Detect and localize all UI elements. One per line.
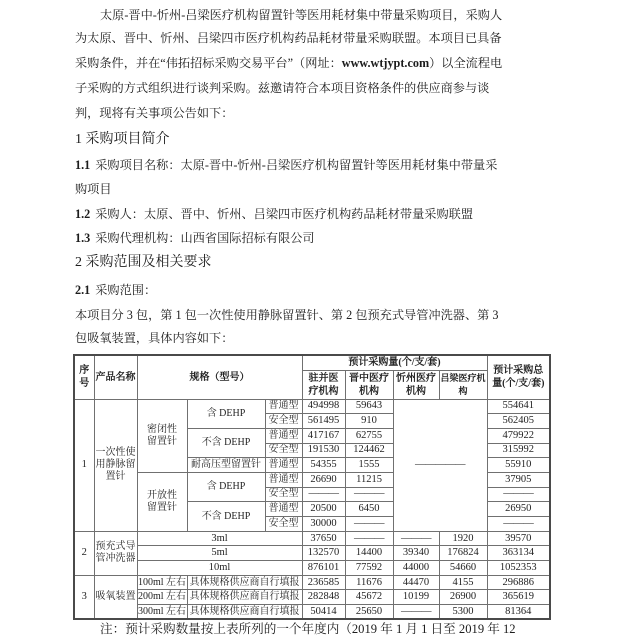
sub-label: 含 DEHP — [187, 472, 265, 501]
qty-jinzhong: 14400 — [345, 546, 393, 561]
section-item-continuation: 购项目 — [75, 182, 112, 196]
sub-label: 耐高压型留置针 — [187, 458, 265, 473]
type-label: 安全型 — [265, 414, 302, 429]
qty-total: 363134 — [487, 546, 550, 561]
intro-text: 采购条件，并在“伟拓招标采购交易平台”（网址： — [75, 56, 342, 70]
section-item — [75, 231, 315, 245]
qty-jinzhong: 45672 — [345, 590, 393, 605]
qty-total: ——— — [487, 487, 550, 502]
qty-taiyuan: 876101 — [302, 561, 345, 576]
spec-detail: 具体规格供应商自行填报 — [187, 590, 302, 605]
qty-lvliang: 26900 — [439, 590, 487, 605]
table-row — [74, 546, 550, 561]
qty-taiyuan: 26690 — [302, 472, 345, 487]
qty-total: 562405 — [487, 414, 550, 429]
table-row — [74, 531, 550, 546]
qty-jinzhong: ——— — [345, 517, 393, 532]
product-name: 吸氧装置 — [94, 575, 137, 619]
qty-total: 296886 — [487, 575, 550, 590]
type-label: 普通型 — [265, 399, 302, 414]
package-no: 2 — [74, 531, 94, 575]
qty-taiyuan: 494998 — [302, 399, 345, 414]
qty-taiyuan: 37650 — [302, 531, 345, 546]
section-item — [75, 283, 156, 297]
qty-xinzhou: ——— — [393, 531, 439, 546]
package-no: 3 — [74, 575, 94, 619]
spec-label: 5ml — [137, 546, 302, 561]
qty-xinzhou: 44470 — [393, 575, 439, 590]
product-name: 预充式导管冲洗器 — [94, 531, 137, 575]
qty-jinzhong: ——— — [345, 531, 393, 546]
scope-line: 包吸氧装置，具体内容如下： — [75, 331, 234, 345]
qty-total: 315992 — [487, 443, 550, 458]
type-label: 安全型 — [265, 487, 302, 502]
header-org-jinzhong: 晋中医疗机构 — [345, 370, 393, 399]
table-header-row — [74, 355, 550, 370]
header-org-lvliang: 吕梁医疗机构 — [439, 370, 487, 399]
header-product-name: 产品名称 — [94, 355, 137, 399]
qty-total: 479922 — [487, 428, 550, 443]
section-heading: 2 采购范围及相关要求 — [75, 255, 212, 270]
qty-lvliang: 5300 — [439, 605, 487, 620]
qty-total: 1052353 — [487, 561, 550, 576]
qty-taiyuan: 191530 — [302, 443, 345, 458]
qty-taiyuan: 54355 — [302, 458, 345, 473]
qty-total: 554641 — [487, 399, 550, 414]
item-text: 采购范围： — [95, 283, 157, 297]
qty-total: 39570 — [487, 531, 550, 546]
header-org-taiyuan: 驻并医疗机构 — [302, 370, 345, 399]
package-no: 1 — [74, 399, 94, 531]
header-no: 序号 — [74, 355, 94, 399]
spec-label: 3ml — [137, 531, 302, 546]
sub-label: 不含 DEHP — [187, 428, 265, 457]
header-org-xinzhou: 忻州医疗机构 — [393, 370, 439, 399]
qty-jinzhong: ——— — [345, 487, 393, 502]
qty-total: ——— — [487, 517, 550, 532]
section-item — [75, 207, 473, 221]
qty-jinzhong: 6450 — [345, 502, 393, 517]
spec-label: 200ml 左右 — [137, 590, 187, 605]
qty-taiyuan: 50414 — [302, 605, 345, 620]
item-number: 1.3 — [75, 231, 91, 245]
qty-total: 81364 — [487, 605, 550, 620]
intro-line: 判，现将有关事项公告如下： — [75, 106, 234, 120]
table-row — [74, 575, 550, 590]
type-label: 安全型 — [265, 517, 302, 532]
qty-total: 55910 — [487, 458, 550, 473]
table-row — [74, 561, 550, 576]
qty-xinzhou: 10199 — [393, 590, 439, 605]
item-text: 采购代理机构：山西省国际招标有限公司 — [95, 231, 315, 245]
qty-taiyuan: 417167 — [302, 428, 345, 443]
header-total: 预计采购总量(个/支/套) — [487, 355, 550, 399]
section-item — [75, 158, 497, 172]
table-row — [74, 590, 550, 605]
type-label: 普通型 — [265, 458, 302, 473]
qty-taiyuan: 236585 — [302, 575, 345, 590]
qty-taiyuan: 20500 — [302, 502, 345, 517]
qty-total: 365619 — [487, 590, 550, 605]
group-label: 密闭性留置针 — [137, 399, 187, 472]
qty-xinzhou: 44000 — [393, 561, 439, 576]
type-label: 普通型 — [265, 428, 302, 443]
qty-jinzhong: 910 — [345, 414, 393, 429]
qty-xinzhou: ——— — [393, 605, 439, 620]
intro-line: 太原-晋中-忻州-吕梁医疗机构留置针等医用耗材集中带量采购项目，采购人 — [100, 8, 503, 22]
sub-label: 不含 DEHP — [187, 502, 265, 531]
table-row — [74, 605, 550, 620]
qty-taiyuan: ——— — [302, 487, 345, 502]
sub-label: 含 DEHP — [187, 399, 265, 428]
qty-jinzhong: 25650 — [345, 605, 393, 620]
intro-line — [75, 56, 502, 70]
spec-detail: 具体规格供应商自行填报 — [187, 605, 302, 620]
spec-label: 300ml 左右 — [137, 605, 187, 620]
item-number: 1.2 — [75, 207, 91, 221]
table-note: 注：预计采购数量按上表所列的一个年度内（2019 年 1 月 1 日至 2019 年 12 — [100, 622, 516, 636]
qty-jinzhong: 11676 — [345, 575, 393, 590]
qty-lvliang: 54660 — [439, 561, 487, 576]
qty-jinzhong: 59643 — [345, 399, 393, 414]
qty-jinzhong: 1555 — [345, 458, 393, 473]
qty-jinzhong: 124462 — [345, 443, 393, 458]
header-qty-group: 预计采购量(个/支/套) — [302, 355, 487, 370]
spec-label: 10ml — [137, 561, 302, 576]
type-label: 安全型 — [265, 443, 302, 458]
qty-taiyuan: 132570 — [302, 546, 345, 561]
spec-detail: 具体规格供应商自行填报 — [187, 575, 302, 590]
header-spec: 规格（型号） — [137, 355, 302, 399]
type-label: 普通型 — [265, 502, 302, 517]
item-text: 采购人：太原、晋中、忻州、吕梁四市医疗机构药品耗材带量采购联盟 — [95, 207, 474, 221]
qty-xinzhou: 39340 — [393, 546, 439, 561]
table-row — [74, 399, 550, 414]
type-label: 普通型 — [265, 472, 302, 487]
qty-merged-xinzhou-lvliang: ————— — [393, 399, 487, 531]
qty-taiyuan: 30000 — [302, 517, 345, 532]
qty-lvliang: 4155 — [439, 575, 487, 590]
product-name: 一次性使用静脉留置针 — [94, 399, 137, 531]
qty-total: 26950 — [487, 502, 550, 517]
qty-jinzhong: 11215 — [345, 472, 393, 487]
platform-url-link[interactable]: www.wtjypt.com — [341, 56, 430, 70]
qty-taiyuan: 282848 — [302, 590, 345, 605]
item-number: 2.1 — [75, 283, 91, 297]
procurement-table — [73, 354, 551, 620]
qty-lvliang: 1920 — [439, 531, 487, 546]
group-label: 开放性留置针 — [137, 472, 187, 531]
item-number: 1.1 — [75, 158, 91, 172]
qty-jinzhong: 62755 — [345, 428, 393, 443]
item-text: 采购项目名称：太原-晋中-忻州-吕梁医疗机构留置针等医用耗材集中带量采 — [95, 158, 498, 172]
qty-total: 37905 — [487, 472, 550, 487]
qty-taiyuan: 561495 — [302, 414, 345, 429]
intro-line: 为太原、晋中、忻州、吕梁四市医疗机构药品耗材带量采购联盟。本项目已具备 — [75, 31, 502, 45]
qty-lvliang: 176824 — [439, 546, 487, 561]
intro-line: 子采购的方式组织进行谈判采购。兹邀请符合本项目资格条件的供应商参与谈 — [75, 81, 490, 95]
intro-text: ）以全流程电 — [429, 56, 503, 70]
spec-label: 100ml 左右 — [137, 575, 187, 590]
scope-line: 本项目分 3 包，第 1 包一次性使用静脉留置针、第 2 包预充式导管冲洗器、第 3 — [75, 308, 499, 322]
qty-jinzhong: 77592 — [345, 561, 393, 576]
section-heading: 1 采购项目简介 — [75, 132, 170, 147]
